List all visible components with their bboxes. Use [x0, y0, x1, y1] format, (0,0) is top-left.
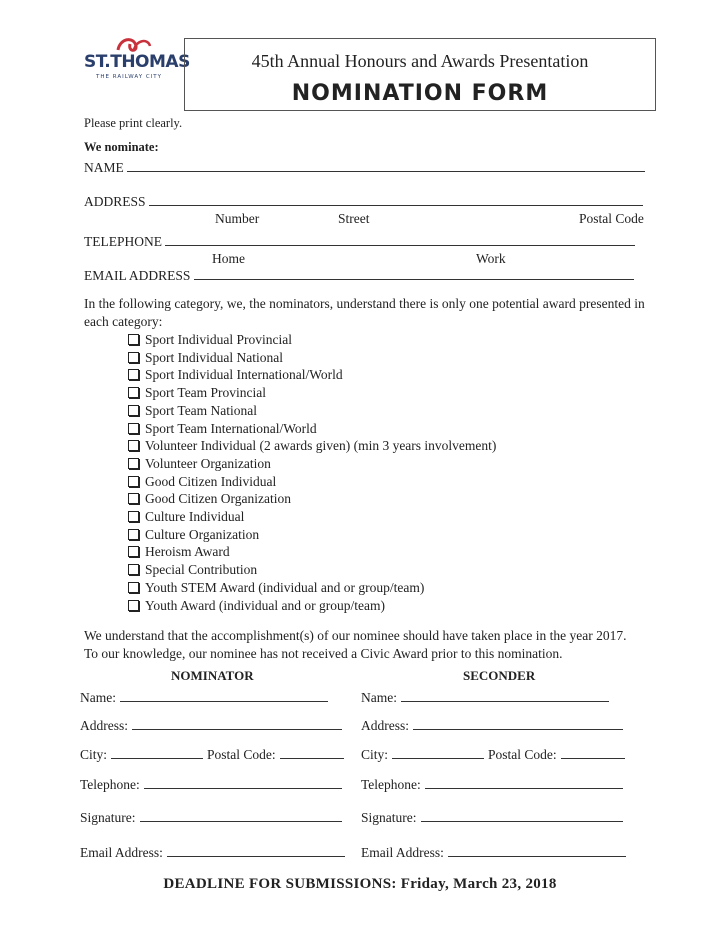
category-label: Good Citizen Organization [145, 491, 291, 507]
nominator-name-field[interactable] [120, 691, 328, 702]
category-option[interactable] [128, 332, 292, 348]
category-option[interactable] [128, 367, 343, 383]
telephone-part-work: Work [476, 251, 506, 266]
seconder-postal-label: Postal Code: [488, 747, 557, 762]
seconder-signature-label: Signature: [361, 810, 417, 825]
checkbox-icon[interactable] [128, 423, 139, 434]
nominator-city-row [80, 747, 344, 763]
seconder-telephone-field[interactable] [425, 778, 623, 789]
checkbox-icon[interactable] [128, 511, 139, 522]
address-part-postal: Postal Code [579, 211, 644, 226]
category-option[interactable] [128, 598, 385, 614]
checkbox-icon[interactable] [128, 405, 139, 416]
category-label: Good Citizen Individual [145, 473, 277, 489]
nominator-signature-row [80, 810, 342, 826]
category-option[interactable] [128, 403, 257, 419]
category-label: Sport Team Provincial [145, 385, 267, 401]
address-field[interactable] [149, 195, 643, 206]
nominator-signature-label: Signature: [80, 810, 136, 825]
nominator-email-row [80, 845, 345, 861]
category-label: Youth STEM Award (individual and or group/team) [145, 579, 425, 595]
nominator-email-field[interactable] [167, 846, 345, 857]
nominator-address-field[interactable] [132, 719, 342, 730]
category-label: Sport Individual International/World [145, 367, 343, 383]
seconder-city-row [361, 747, 625, 763]
title-box [184, 38, 656, 111]
nominator-telephone-row [80, 777, 342, 793]
name-row [84, 160, 645, 176]
form-title: NOMINATION FORM [291, 81, 549, 106]
checkbox-icon[interactable] [128, 529, 139, 540]
checkbox-icon[interactable] [128, 600, 139, 611]
category-option[interactable] [128, 385, 266, 401]
seconder-name-label: Name: [361, 690, 397, 705]
nominator-postal-field[interactable] [280, 748, 344, 759]
seconder-name-row [361, 690, 609, 706]
category-option[interactable] [128, 562, 257, 578]
email-label: EMAIL ADDRESS [84, 268, 191, 283]
category-label: Special Contribution [145, 562, 258, 578]
category-option[interactable] [128, 421, 317, 437]
seconder-signature-field[interactable] [421, 811, 623, 822]
category-option[interactable] [128, 509, 244, 525]
category-label: Heroism Award [145, 544, 230, 560]
nominator-city-field[interactable] [111, 748, 203, 759]
category-option[interactable] [128, 491, 291, 507]
seconder-city-label: City: [361, 747, 389, 762]
nominator-city-label: City: [80, 747, 108, 762]
checkbox-icon[interactable] [128, 476, 139, 487]
category-option[interactable] [128, 474, 276, 490]
checkbox-icon[interactable] [128, 493, 139, 504]
nominator-postal-label: Postal Code: [207, 747, 276, 762]
checkbox-icon[interactable] [128, 369, 139, 380]
category-intro-line-2: each category: [84, 314, 163, 329]
category-label: Sport Individual Provincial [145, 332, 292, 347]
seconder-heading: SECONDER [463, 668, 536, 683]
category-option[interactable] [128, 350, 283, 366]
nominator-signature-field[interactable] [140, 811, 342, 822]
category-label: Sport Team International/World [145, 420, 317, 436]
telephone-row [84, 234, 635, 250]
seconder-email-field[interactable] [448, 846, 626, 857]
checkbox-icon[interactable] [128, 440, 139, 451]
checkbox-icon[interactable] [128, 582, 139, 593]
seconder-address-row [361, 718, 623, 734]
category-option[interactable] [128, 527, 259, 543]
name-label: NAME [84, 160, 124, 175]
seconder-signature-row [361, 810, 623, 826]
category-option[interactable] [128, 544, 230, 560]
category-label: Volunteer Individual (2 awards given) (min 3 years involvement) [145, 438, 497, 454]
nominator-telephone-label: Telephone: [80, 777, 140, 792]
nominator-telephone-field[interactable] [144, 778, 342, 789]
category-option[interactable] [128, 438, 496, 454]
category-label: Youth Award (individual and or group/team) [145, 597, 385, 613]
logo-tagline: THE RAILWAY CITY [96, 74, 163, 80]
nominator-name-label: Name: [80, 690, 116, 705]
seconder-postal-field[interactable] [561, 748, 625, 759]
logo-wordmark: ST.THOMAS [84, 52, 190, 72]
seconder-telephone-label: Telephone: [361, 777, 421, 792]
event-title: 45th Annual Honours and Awards Presentation [251, 51, 589, 71]
checkbox-icon[interactable] [128, 458, 139, 469]
nominator-address-label: Address: [80, 718, 128, 733]
nominator-email-label: Email Address: [80, 845, 163, 860]
telephone-label: TELEPHONE [84, 234, 162, 249]
seconder-address-label: Address: [361, 718, 409, 733]
seconder-city-field[interactable] [392, 748, 484, 759]
category-label: Culture Individual [145, 509, 245, 524]
email-row [84, 268, 634, 284]
category-label: Volunteer Organization [145, 455, 271, 471]
address-part-number: Number [215, 211, 260, 226]
seconder-telephone-row [361, 777, 623, 793]
nominator-address-row [80, 718, 342, 734]
checkbox-icon[interactable] [128, 564, 139, 575]
statement-line-2: To our knowledge, our nominee has not received a Civic Award prior to this nomination. [84, 646, 563, 661]
checkbox-icon[interactable] [128, 546, 139, 557]
name-field[interactable] [127, 161, 645, 172]
logo-swirl-icon [114, 34, 154, 54]
telephone-field[interactable] [165, 235, 635, 246]
we-nominate-label: We nominate: [84, 140, 159, 154]
category-option[interactable] [128, 580, 424, 596]
telephone-part-home: Home [212, 251, 245, 266]
address-label: ADDRESS [84, 194, 146, 209]
nominator-heading: NOMINATOR [171, 668, 254, 683]
seconder-name-field[interactable] [401, 691, 609, 702]
category-intro-line-1: In the following category, we, the nominators, understand there is only one potential award presented in [84, 296, 645, 311]
st-thomas-logo [84, 38, 190, 98]
seconder-email-label: Email Address: [361, 845, 444, 860]
category-label: Sport Team National [145, 402, 258, 418]
statement-line-1: We understand that the accomplishment(s) of our nominee should have taken place in the year 2017. [84, 628, 627, 643]
checkbox-icon[interactable] [128, 387, 139, 398]
email-field[interactable] [194, 269, 634, 280]
category-label: Sport Individual National [145, 349, 283, 365]
checkbox-icon[interactable] [128, 334, 139, 345]
deadline-notice: DEADLINE FOR SUBMISSIONS: Friday, March 23, 2018 [163, 876, 557, 892]
seconder-email-row [361, 845, 626, 861]
address-row [84, 194, 643, 210]
checkbox-icon[interactable] [128, 352, 139, 363]
category-label: Culture Organization [145, 526, 260, 542]
nominator-name-row [80, 690, 328, 706]
category-option[interactable] [128, 456, 271, 472]
address-part-street: Street [338, 211, 370, 226]
print-note: Please print clearly. [84, 116, 183, 130]
seconder-address-field[interactable] [413, 719, 623, 730]
